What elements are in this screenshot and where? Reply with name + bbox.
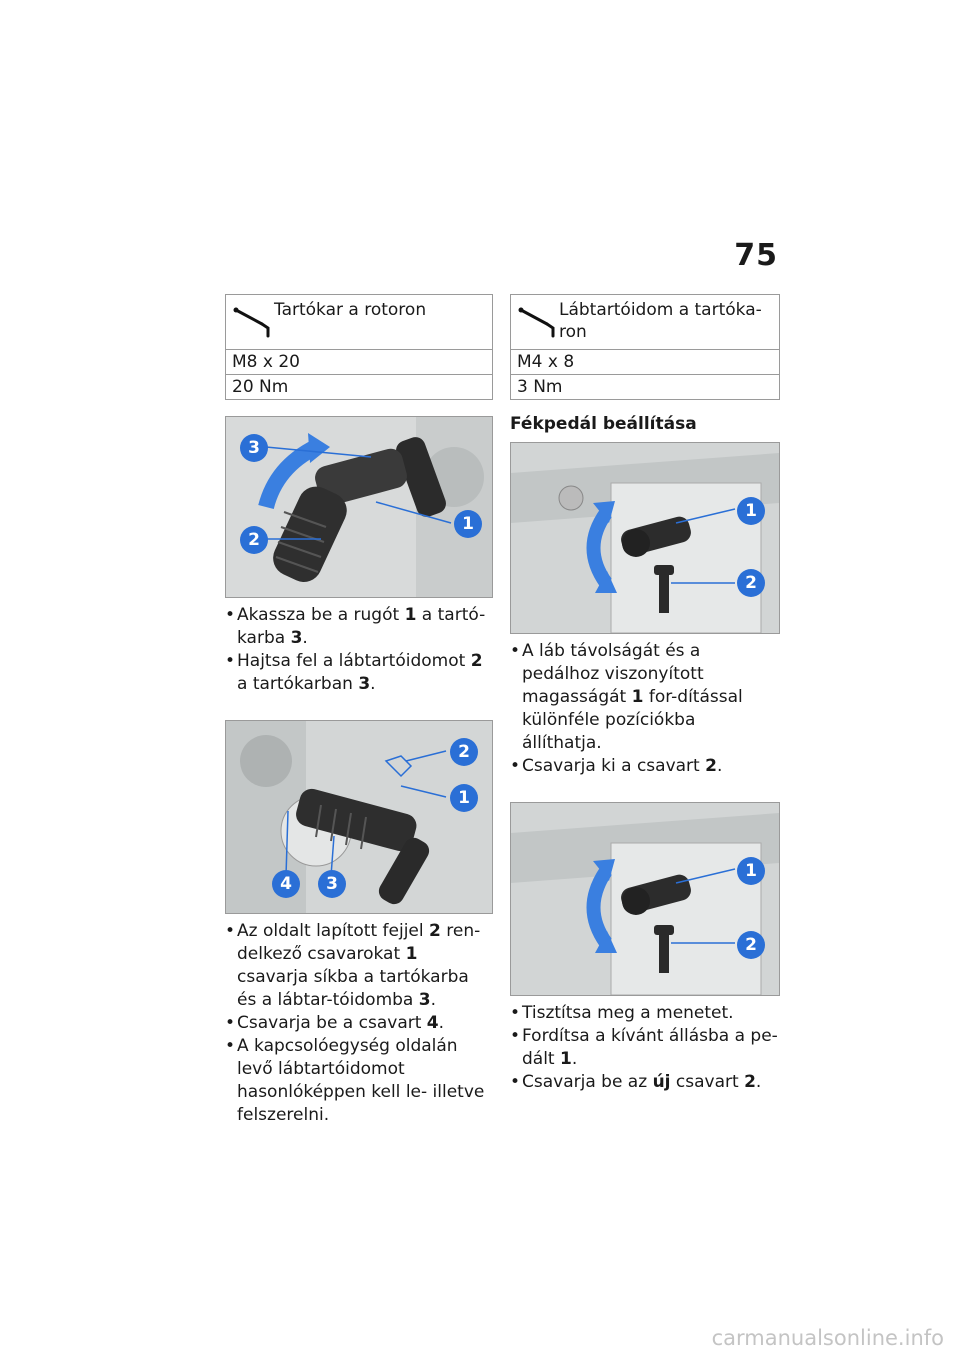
step-text: A láb távolságát és a pedálhoz viszonyított magasságát bbox=[522, 641, 704, 707]
spec-header bbox=[511, 295, 780, 350]
step-ref-number: 2 bbox=[429, 921, 441, 941]
figure-footrest-screws bbox=[225, 720, 493, 914]
spec-title: Tartókar a rotoron bbox=[274, 300, 427, 320]
figure-spring-hook bbox=[225, 416, 493, 598]
step-item bbox=[510, 640, 780, 755]
figure-brake-pedal-screw bbox=[510, 802, 780, 996]
step-ref-number: 3 bbox=[418, 990, 431, 1010]
step-text: csavart bbox=[670, 1072, 745, 1092]
left-column bbox=[225, 294, 493, 1127]
step-item bbox=[225, 1035, 493, 1127]
step-ref-number: 2 bbox=[744, 1072, 756, 1092]
step-text: Az oldalt lapított fejjel bbox=[237, 921, 430, 941]
callout-4: 4 bbox=[272, 870, 300, 898]
instruction-list-2 bbox=[225, 920, 493, 1127]
step-item bbox=[510, 1002, 780, 1025]
step-text: A kapcsolóegység oldalán levő lábtartóidomot hasonlóképpen kell le- illetve felszerelni. bbox=[237, 1036, 485, 1125]
step-text: Csavarja be az bbox=[522, 1072, 653, 1092]
figure-brake-pedal-adjust bbox=[510, 442, 780, 634]
callout-1: 1 bbox=[454, 510, 482, 538]
step-text: a tartó-karba bbox=[237, 605, 486, 648]
step-item bbox=[225, 604, 493, 650]
step-text: . bbox=[430, 990, 436, 1010]
step-text: Tisztítsa meg a menetet. bbox=[522, 1003, 734, 1023]
step-ref-number: új bbox=[652, 1072, 671, 1092]
spec-title: Lábtartóidom a tartóka-ron bbox=[559, 300, 762, 342]
step-ref-number: 2 bbox=[705, 756, 717, 776]
step-item bbox=[510, 755, 780, 778]
step-ref-number: 1 bbox=[560, 1049, 572, 1069]
watermark: carmanualsonline.info bbox=[711, 1326, 944, 1350]
step-item bbox=[510, 1071, 780, 1094]
step-text: . bbox=[571, 1049, 578, 1069]
section-title: Fékpedál beállítása bbox=[510, 414, 697, 434]
instruction-list-1 bbox=[225, 604, 493, 696]
callout-2: 2 bbox=[737, 931, 765, 959]
callout-3: 3 bbox=[318, 870, 346, 898]
step-ref-number: 1 bbox=[404, 605, 417, 625]
step-text: csavarja síkba a tartókarba és a lábtar-tóidomba bbox=[237, 967, 469, 1010]
step-item bbox=[225, 1012, 493, 1035]
step-text: ren-delkező csavarokat bbox=[237, 921, 481, 964]
step-text: Akassza be a rugót bbox=[237, 605, 405, 625]
callout-2: 2 bbox=[450, 738, 478, 766]
step-item bbox=[225, 920, 493, 1012]
step-text: . bbox=[438, 1013, 445, 1033]
spec-torque: 3 Nm bbox=[511, 375, 780, 400]
step-ref-number: 1 bbox=[405, 944, 418, 964]
callout-2: 2 bbox=[240, 526, 268, 554]
torque-wrench-icon bbox=[232, 300, 272, 340]
step-text: . bbox=[716, 756, 723, 776]
step-text: . bbox=[302, 628, 308, 648]
step-item bbox=[510, 1025, 780, 1071]
spec-torque: 20 Nm bbox=[226, 375, 493, 400]
callout-2: 2 bbox=[737, 569, 765, 597]
step-text: Csavarja ki a csavart bbox=[522, 756, 706, 776]
spec-size: M4 x 8 bbox=[511, 350, 780, 375]
step-text: Csavarja be a csavart bbox=[237, 1013, 427, 1033]
step-ref-number: 3 bbox=[358, 674, 371, 694]
torque-wrench-icon bbox=[517, 300, 557, 340]
callout-1: 1 bbox=[450, 784, 478, 812]
page-number: 75 bbox=[734, 238, 778, 273]
step-ref-number: 3 bbox=[290, 628, 303, 648]
step-text: Hajtsa fel a lábtartóidomot bbox=[237, 651, 471, 671]
step-text: . bbox=[755, 1072, 762, 1092]
torque-spec-table-footrest bbox=[510, 294, 780, 400]
instruction-list-3 bbox=[510, 640, 780, 778]
step-text: a tartókarban bbox=[237, 674, 359, 694]
step-text: Fordítsa a kívánt állásba a pe-dált bbox=[522, 1026, 778, 1069]
step-text: for-dítással különféle pozíciókba állíthatja. bbox=[522, 687, 743, 753]
callout-1: 1 bbox=[737, 857, 765, 885]
step-ref-number: 4 bbox=[426, 1013, 439, 1033]
callout-3: 3 bbox=[240, 434, 268, 462]
instruction-list-4 bbox=[510, 1002, 780, 1094]
right-column bbox=[510, 294, 780, 1094]
callout-1: 1 bbox=[737, 497, 765, 525]
step-item bbox=[225, 650, 493, 696]
spec-header bbox=[226, 295, 493, 350]
step-ref-number: 1 bbox=[631, 687, 644, 707]
torque-spec-table-rotor bbox=[225, 294, 493, 400]
step-ref-number: 2 bbox=[470, 651, 483, 671]
step-text: . bbox=[370, 674, 376, 694]
spec-size: M8 x 20 bbox=[226, 350, 493, 375]
